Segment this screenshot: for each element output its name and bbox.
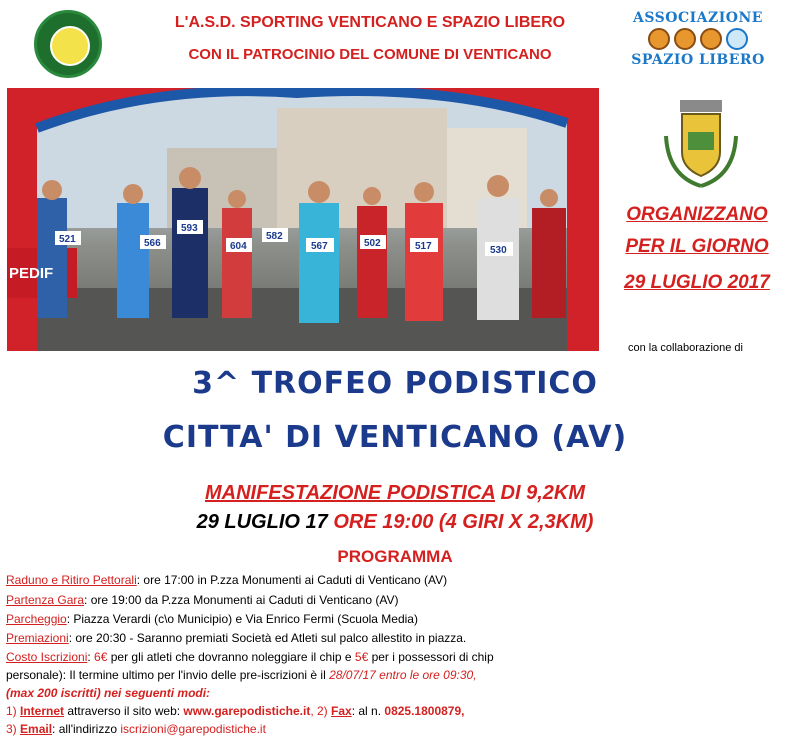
bib-593: 593: [181, 223, 198, 234]
premiazioni-label: Premiazioni: [6, 631, 69, 645]
race-photo-illustration: [7, 88, 599, 351]
fax-number: 0825.1800879,: [384, 704, 465, 718]
sporting-logo-emblem: [50, 26, 90, 66]
costo-line: Costo Iscrizioni: 6€ per gli atleti che dovranno noleggiare il chip e 5€ per i possessori di chip: [6, 650, 494, 664]
event-time: ORE 19:00 (4 GIRI X 2,3KM): [333, 511, 594, 533]
event-date-time: [0, 511, 790, 534]
costo-label: Costo Iscrizioni: [6, 650, 88, 664]
bib-517: 517: [415, 241, 432, 252]
assoc-logo-line-2: SPAZIO LIBERO: [631, 52, 765, 68]
organize-line-1: ORGANIZZANO: [626, 204, 768, 225]
bib-566: 566: [144, 238, 161, 249]
bib-604: 604: [230, 241, 247, 252]
race-photo: [7, 88, 599, 351]
event-distance: [0, 482, 790, 505]
title-line-1: 3^ TROFEO PODISTICO: [192, 366, 598, 401]
title-line-2: CITTA' DI VENTICANO (AV): [162, 420, 628, 455]
header-line-2: CON IL PATROCINIO DEL COMUNE DI VENTICANO: [188, 46, 552, 63]
costo-line-3: (max 200 iscritti) nei seguenti modi:: [6, 686, 211, 700]
monkeys-icon: [628, 28, 768, 50]
comune-crest: [658, 96, 744, 192]
photo-banner-text: PEDIF: [9, 265, 54, 282]
event-distance-value: DI 9,2KM: [494, 482, 586, 504]
deadline: 28/07/17 entro le ore 09:30,: [329, 668, 477, 682]
partenza-label: Partenza Gara: [6, 593, 85, 607]
website-link[interactable]: www.garepodistiche.it: [183, 704, 311, 718]
programma-heading: PROGRAMMA: [337, 547, 453, 566]
event-date: 29 LUGLIO 17: [196, 511, 334, 533]
organize-date: 29 LUGLIO 2017: [624, 272, 770, 293]
sporting-logo: [34, 10, 102, 78]
email-label: Email: [20, 722, 53, 736]
assoc-logo-line-1: ASSOCIAZIONE: [633, 10, 763, 26]
raduno-label: Raduno e Ritiro Pettorali: [6, 573, 137, 587]
bib-521: 521: [59, 234, 76, 245]
spazio-libero-logo: [628, 10, 768, 84]
parcheggio-label: Parcheggio: [6, 612, 67, 626]
partenza-line: Partenza Gara: ore 19:00 da P.zza Monumenti ai Caduti di Venticano (AV): [6, 593, 399, 607]
header-line-1: L'A.S.D. SPORTING VENTICANO E SPAZIO LIBERO: [174, 14, 566, 31]
event-type: MANIFESTAZIONE PODISTICA: [204, 482, 495, 504]
bib-530: 530: [490, 245, 507, 256]
bib-567: 567: [311, 241, 328, 252]
mode-line-2: 3) Email: all'indirizzo iscrizioni@garepodistiche.it: [6, 722, 266, 736]
premiazioni-line: Premiazioni: ore 20:30 - Saranno premiati Società ed Atleti sul palco allestito in piazza.: [6, 631, 467, 645]
parcheggio-line: Parcheggio: Piazza Verardi (c\o Municipio) e Via Enrico Fermi (Scuola Media): [6, 612, 418, 626]
bib-582: 582: [266, 231, 283, 242]
collaboration-text: con la collaborazione di: [628, 342, 743, 354]
costo-line-2: personale): Il termine ultimo per l'invio delle pre-iscrizioni è il 28/07/17 entro le ore 09:30,: [6, 668, 477, 682]
bib-502: 502: [364, 238, 381, 249]
internet-label: Internet: [20, 704, 65, 718]
fax-label: Fax: [331, 704, 352, 718]
email-address-link[interactable]: iscrizioni@garepodistiche.it: [120, 722, 266, 736]
organize-line-2: PER IL GIORNO: [625, 236, 769, 257]
raduno-line: Raduno e Ritiro Pettorali: ore 17:00 in P.zza Monumenti ai Caduti di Venticano (AV): [6, 573, 448, 587]
mode-line-1: 1) Internet attraverso il sito web: www.garepodistiche.it, 2) Fax: al n. 0825.1800879,: [6, 704, 465, 718]
